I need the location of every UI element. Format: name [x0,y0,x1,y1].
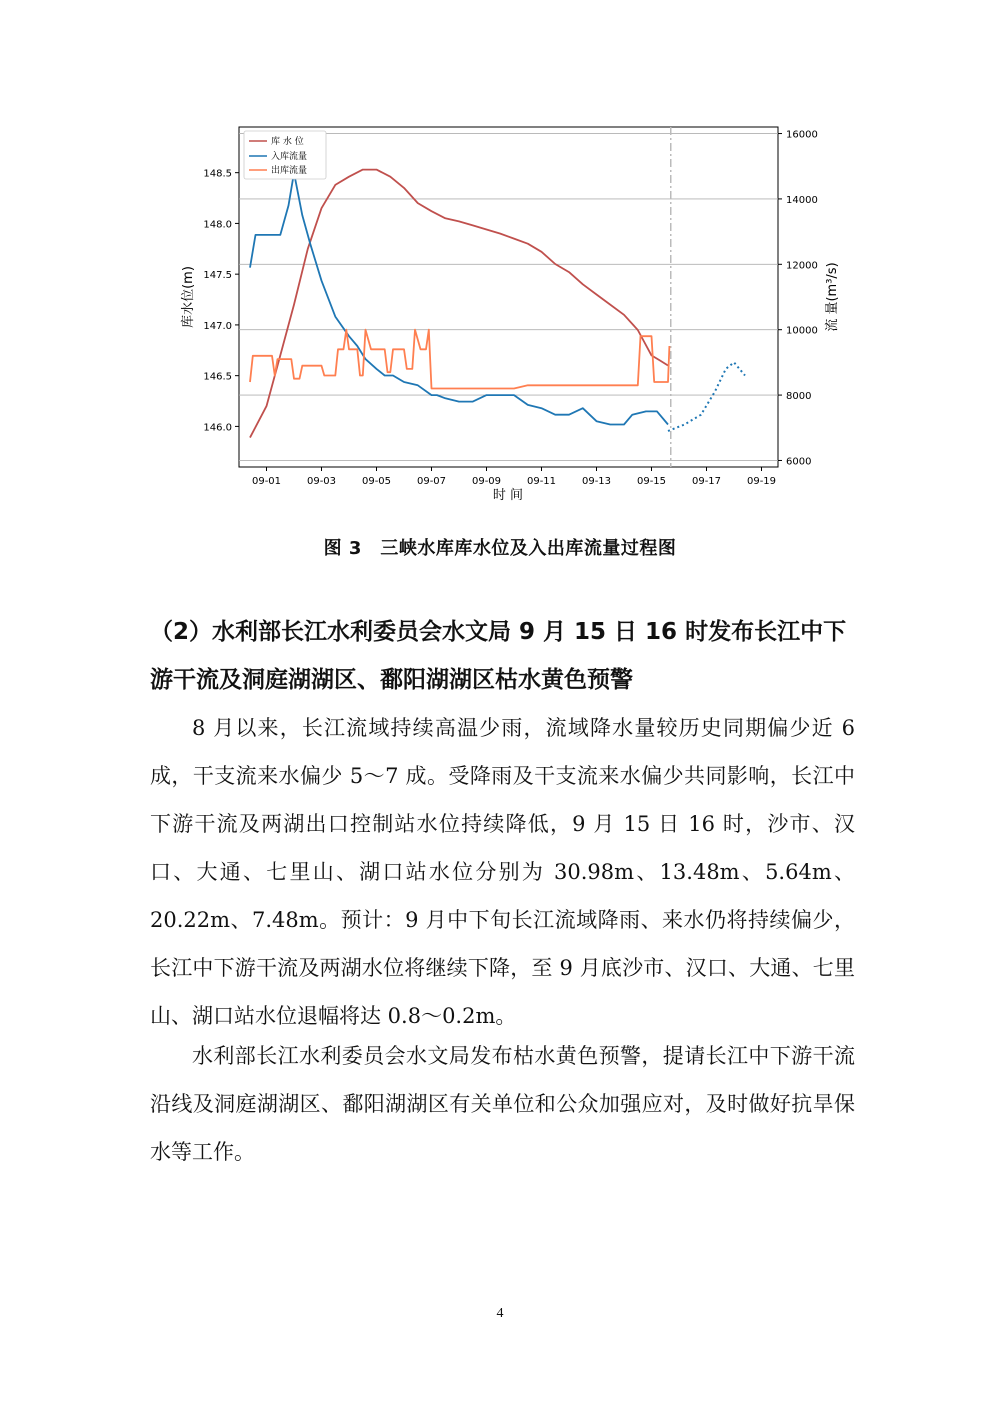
y-left-tick-label: 146.5 [203,371,232,383]
x-tick-label: 09-01 [251,476,282,487]
legend-label-level: 库 水 位 [271,137,304,147]
x-tick-label: 09-15 [636,476,667,487]
x-tick-label: 09-05 [361,476,392,487]
section-heading: （2）水利部长江水利委员会水文局 9 月 15 日 16 时发布长江中下游干流及洞庭湖湖区、鄱阳湖湖区枯水黄色预警 [150,619,847,693]
y-left-tick-label: 147.0 [203,320,232,332]
series-line-入库流量 [250,173,668,425]
x-tick-label: 09-07 [416,476,447,487]
y-left-tick-label: 147.5 [203,270,232,282]
y-left-tick-label: 146.0 [203,422,232,434]
page-number: 4 [496,1306,504,1321]
series-line-库 水 位 [250,170,668,438]
x-tick-label: 09-11 [526,476,557,487]
paragraph-1: 8 月以来，长江流域持续高温少雨，流域降水量较历史同期偏少近 6 成，干支流来水偏少 5～7 成。受降雨及干支流来水偏少共同影响，长江中下游干流及两湖出口控制站水位持续降低，9 月 15 日 16 时，沙市、汉口、大通、七里山、湖口站水位分别为 30.98m、13.48m、5.64m、20.22m、7.48m。预计：9 月中下旬长江流域降雨、来水仍将持续偏少，长江中下游干流及两湖水位将继续下降，至 9 月底沙市、汉口、大通、七里山、湖口站水位退幅将达 0.8～0.2m。 [150,716,855,1028]
x-tick-label: 09-17 [691,476,722,487]
series-line-出库流量 [250,330,669,389]
y-left-axis-label: 库水位(m) [181,266,196,328]
legend-label-outflow: 出库流量 [271,166,308,176]
y-left-tick-label: 148.5 [203,168,232,180]
y-right-tick-label: 14000 [786,194,818,206]
x-tick-label: 09-03 [306,476,337,487]
y-left-tick-label: 148.0 [203,219,232,231]
x-tick-label: 09-19 [746,476,777,487]
figure-caption: 图 3 三峡水库库水位及入出库流量过程图 [323,538,677,559]
reservoir-chart [150,115,850,515]
y-right-tick-label: 16000 [786,129,818,141]
paragraph-2: 水利部长江水利委员会水文局发布枯水黄色预警，提请长江中下游干流沿线及洞庭湖湖区、鄱阳湖湖区有关单位和公众加强应对，及时做好抗旱保水等工作。 [150,1044,855,1164]
grid-lines [239,134,778,461]
y-right-tick-label: 10000 [786,325,818,337]
y-right-tick-label: 6000 [786,456,812,468]
x-tick-label: 09-13 [581,476,612,487]
x-tick-label: 09-09 [471,476,502,487]
x-axis-label: 时 间 [492,488,524,503]
legend [244,131,326,179]
legend-label-inflow: 入库流量 [271,152,308,162]
series-line-入库流量预报 [668,362,745,431]
y-right-tick-label: 12000 [786,260,818,272]
y-right-tick-label: 8000 [786,391,812,403]
y-right-axis-label: 流 量(m³/s) [825,262,840,332]
